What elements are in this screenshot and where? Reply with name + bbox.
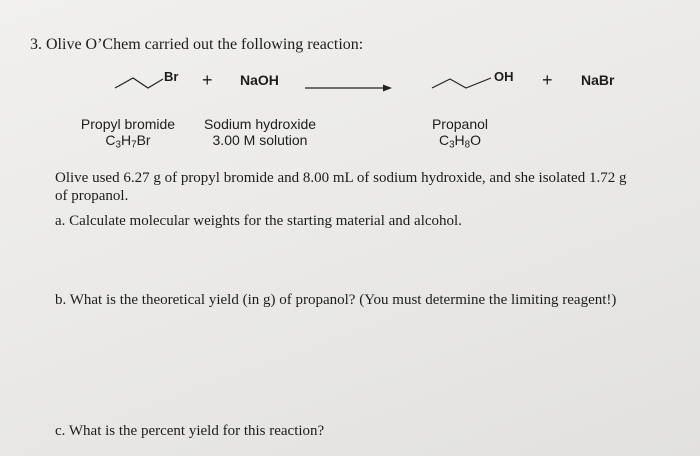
propyl-bromide-name: Propyl bromide [80,116,176,132]
plus-sign-1: + [202,70,213,90]
problem-paragraph-line-1: Olive used 6.27 g of propyl bromide and 8.00 mL of sodium hydroxide, and she isolated 1.72 g [55,170,627,186]
plus-sign-2: + [542,70,553,90]
part-a-question: a. Calculate molecular weights for the starting material and alcohol. [55,213,462,229]
hydroxyl-label: OH [494,69,514,84]
propyl-bromide-label [75,116,181,150]
question-title: 3. Olive O’Chem carried out the following reaction: [30,36,364,53]
propyl-chain-bonds [115,78,163,88]
problem-paragraph-line-2: of propanol. [55,188,129,204]
sodium-hydroxide-name: Sodium hydroxide [203,116,317,132]
propanol-name: Propanol [431,116,489,132]
naoh-reagent: NaOH [240,72,279,88]
propanol-chain-bonds [432,78,491,88]
propyl-bromide-formula: $C_3H_7Br$ [105,132,151,151]
sodium-hydroxide-detail: 3.00 M solution [212,132,308,148]
propanol-label [420,116,500,150]
bromine-label: Br [164,69,179,84]
propanol-formula: $C_3H_8O$ [438,132,482,151]
part-c-question: c. What is the percent yield for this reaction? [55,423,325,439]
reaction-arrow-head [383,85,392,92]
nabr-byproduct: NaBr [581,72,615,88]
part-b-question: b. What is the theoretical yield (in g) of propanol? (You must determine the limiting reagent!) [55,292,617,308]
sodium-hydroxide-label [195,116,325,148]
